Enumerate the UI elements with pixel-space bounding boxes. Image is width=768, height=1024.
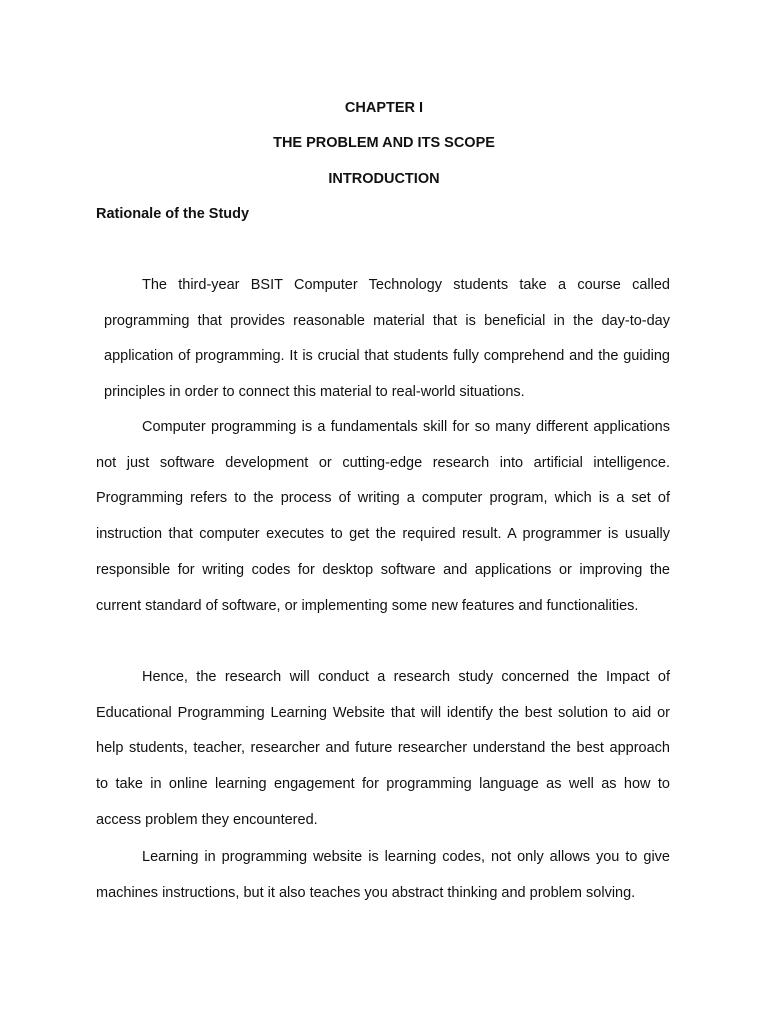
paragraph-3: Hence, the research will conduct a research study concerned the Impact of Educational Programming Learning Website that will identify the best solution to aid or help students, teacher, researcher and future researcher understand the best approach to take in online learning engagement for programming language as well as how to access problem they encountered. xyxy=(96,669,670,828)
paragraph-4: Learning in programming website is learning codes, not only allows you to give machines instructions, but it also teaches you abstract thinking and problem solving. xyxy=(96,849,670,901)
section-heading: INTRODUCTION xyxy=(328,171,440,187)
chapter-heading: CHAPTER I xyxy=(344,100,424,116)
subsection-heading: Rationale of the Study xyxy=(96,206,250,222)
chapter-title: THE PROBLEM AND ITS SCOPE xyxy=(273,135,495,151)
paragraph-2: Computer programming is a fundamentals skill for so many different applications not just software development or cutting-edge research into artificial intelligence. Programming refers to the process of writing a computer program, which is a set of instruction that computer executes to get the required result. A programmer is usually responsible for writing codes for desktop software and applications or improving the current standard of software, or implementing some new features and functionalities. xyxy=(96,419,670,614)
paragraph-1: The third-year BSIT Computer Technology students take a course called programming that provides reasonable material that is beneficial in the day-to-day application of programming. It is crucial that students fully comprehend and the guiding principles in order to connect this material to real-world situations. xyxy=(104,277,670,401)
